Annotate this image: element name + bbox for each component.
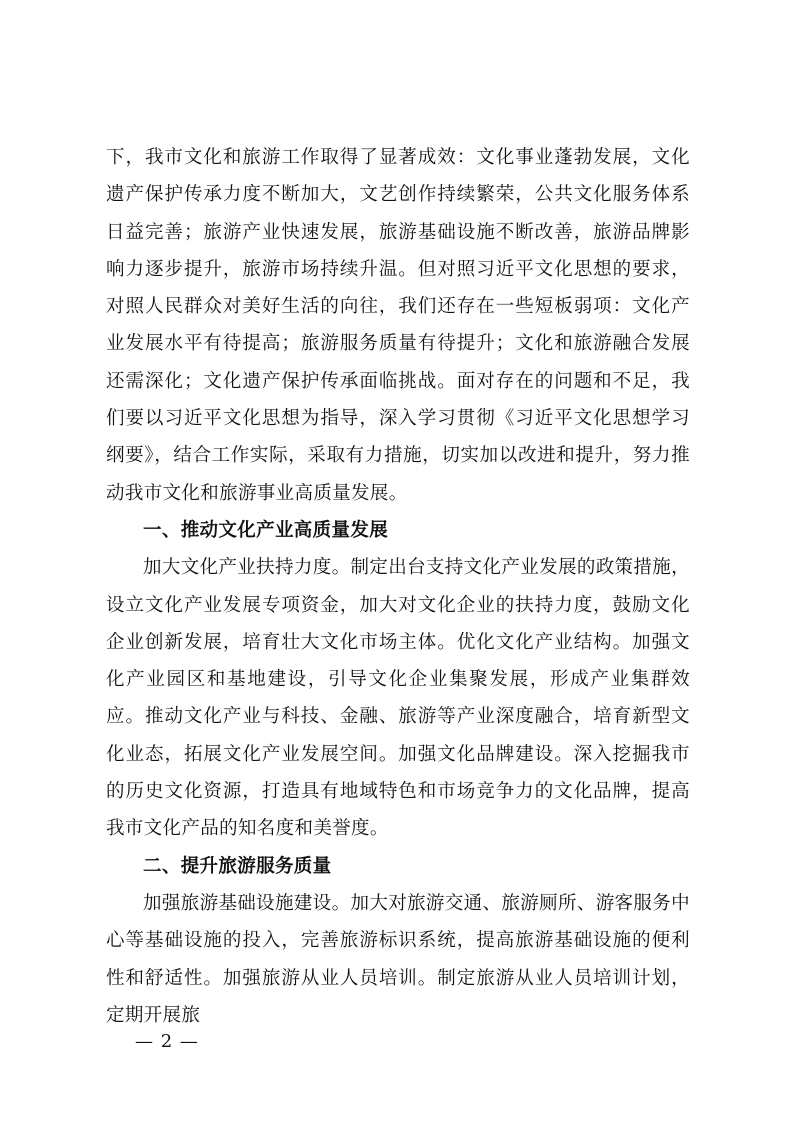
section-2-paragraph: 加强旅游基础设施建设。加大对旅游交通、旅游厕所、游客服务中心等基础设施的投入，完善旅游标识系统，提高旅游基础设施的便利性和舒适性。加强旅游从业人员培训。制定旅游从业人员培训计划，定期开展旅	[106, 892, 690, 1026]
section-1-heading: 一、推动文化产业高质量发展	[143, 519, 389, 541]
intro-paragraph: 下，我市文化和旅游工作取得了显著成效：文化事业蓬勃发展，文化遗产保护传承力度不断加大，文艺创作持续繁荣，公共文化服务体系日益完善；旅游产业快速发展，旅游基础设施不断改善，旅游品牌影响力逐步提升，旅游市场持续升温。但对照习近平文化思想的要求，对照人民群众对美好生活的向往，我们还存在一些短板弱项：文化产业发展水平有待提高；旅游服务质量有待提升；文化和旅游融合发展还需深化；文化遗产保护传承面临挑战。面对存在的问题和不足，我们要以习近平文化思想为指导，深入学习贯彻《习近平文化思想学习纲要》，结合工作实际，采取有力措施，切实加以改进和提升，努力推动我市文化和旅游事业高质量发展。	[106, 147, 690, 504]
section-2-heading: 二、提升旅游服务质量	[143, 855, 332, 877]
section-1-paragraph: 加大文化产业扶持力度。制定出台支持文化产业发展的政策措施，设立文化产业发展专项资金，加大对文化企业的扶持力度，鼓励文化企业创新发展，培育壮大文化市场主体。优化文化产业结构。加强文化产业园区和基地建设，引导文化企业集聚发展，形成产业集群效应。推动文化产业与科技、金融、旅游等产业深度融合，培育新型文化业态，拓展文化产业发展空间。加强文化品牌建设。深入挖掘我市的历史文化资源，打造具有地域特色和市场竞争力的文化品牌，提高我市文化产品的知名度和美誉度。	[106, 557, 690, 840]
document-body	[106, 139, 690, 1034]
page-number: — 2 —	[135, 1031, 199, 1052]
